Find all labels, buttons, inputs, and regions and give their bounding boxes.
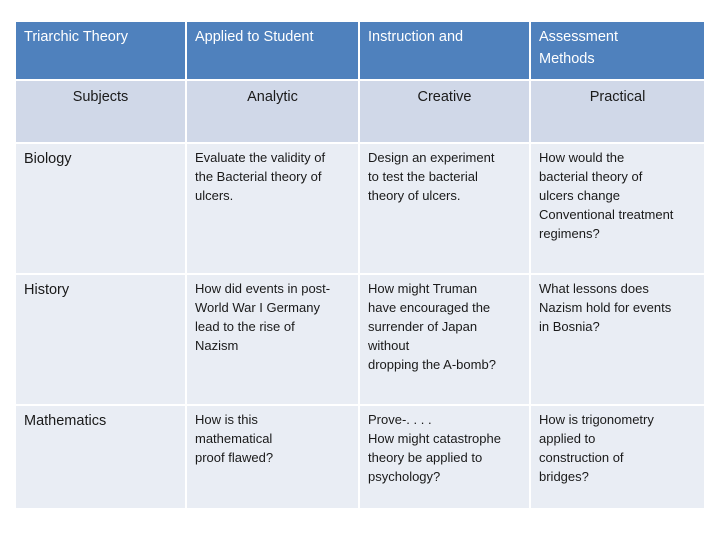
row-history-creative: How might Truman have encouraged the surrender of Japan without dropping the A-bomb? <box>360 275 529 404</box>
row-history-subject: History <box>16 275 185 404</box>
subheader-subjects: Subjects <box>16 81 185 142</box>
row-biology-subject: Biology <box>16 144 185 273</box>
row-biology-practical: How would the bacterial theory of ulcers change Conventional treatment regimens? <box>531 144 704 273</box>
header-cell-3: Instruction and <box>360 22 529 79</box>
subheader-analytic: Analytic <box>187 81 358 142</box>
triarchic-theory-table <box>16 22 698 500</box>
header-cell-1: Triarchic Theory <box>16 22 185 79</box>
subheader-creative: Creative <box>360 81 529 142</box>
header-cell-4: Assessment Methods <box>531 22 704 79</box>
header-cell-2: Applied to Student <box>187 22 358 79</box>
row-mathematics-creative: Prove-. . . . How might catastrophe theory be applied to psychology? <box>360 406 529 508</box>
row-mathematics-analytic: How is this mathematical proof flawed? <box>187 406 358 508</box>
row-biology-analytic: Evaluate the validity of the Bacterial theory of ulcers. <box>187 144 358 273</box>
row-mathematics-practical: How is trigonometry applied to construction of bridges? <box>531 406 704 508</box>
row-mathematics-subject: Mathematics <box>16 406 185 508</box>
subheader-practical: Practical <box>531 81 704 142</box>
row-biology-creative: Design an experiment to test the bacterial theory of ulcers. <box>360 144 529 273</box>
row-history-practical: What lessons does Nazism hold for events in Bosnia? <box>531 275 704 404</box>
row-history-analytic: How did events in post- World War I Germany lead to the rise of Nazism <box>187 275 358 404</box>
